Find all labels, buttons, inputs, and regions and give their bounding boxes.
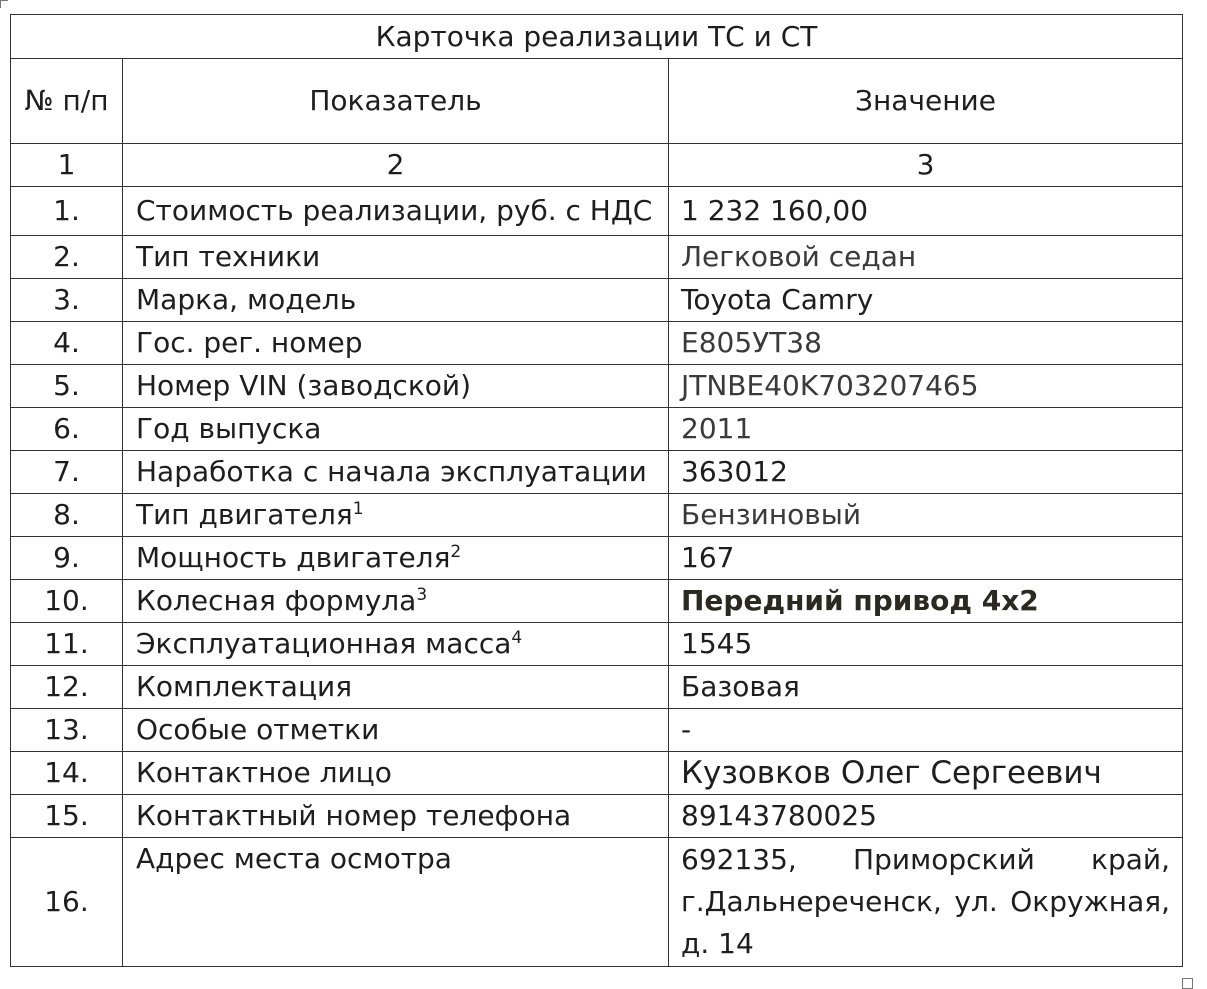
table-row <box>11 279 1183 322</box>
row-label-with-note <box>123 537 669 580</box>
row-label: Контактный номер телефона <box>123 795 669 838</box>
row-value: 167 <box>669 537 1183 580</box>
row-label: Тип техники <box>123 236 669 279</box>
row-value: JTNBE40K703207465 <box>669 365 1183 408</box>
table-row <box>11 187 1183 236</box>
footnote-marker: 1 <box>352 499 364 519</box>
header-value: Значение <box>669 59 1183 144</box>
table-row <box>11 494 1183 537</box>
row-value: Передний привод 4х2 <box>669 580 1183 623</box>
row-value: Бензиновый <box>669 494 1183 537</box>
row-value: Легковой седан <box>669 236 1183 279</box>
row-number: 15. <box>11 795 123 838</box>
row-number: 10. <box>11 580 123 623</box>
row-label: Контактное лицо <box>123 752 669 795</box>
column-number-3: 3 <box>669 144 1183 187</box>
row-number: 5. <box>11 365 123 408</box>
table-row <box>11 666 1183 709</box>
row-number: 1. <box>11 187 123 236</box>
column-number-1: 1 <box>11 144 123 187</box>
table-row <box>11 537 1183 580</box>
table-row <box>11 838 1183 967</box>
footnote-marker: 2 <box>450 542 462 562</box>
row-label: Номер VIN (заводской) <box>123 365 669 408</box>
footnote-marker: 3 <box>416 585 428 605</box>
table-row <box>11 451 1183 494</box>
row-value: Базовая <box>669 666 1183 709</box>
row-number: 3. <box>11 279 123 322</box>
table-row <box>11 236 1183 279</box>
row-value: 89143780025 <box>669 795 1183 838</box>
row-value: 363012 <box>669 451 1183 494</box>
row-label: Комплектация <box>123 666 669 709</box>
row-label: Адрес места осмотра <box>123 838 669 967</box>
sales-card-table <box>10 14 1183 967</box>
table-row <box>11 752 1183 795</box>
row-number: 7. <box>11 451 123 494</box>
row-value: 692135, Приморский край, г.Дальнереченск, ул. Окружная, д. 14 <box>669 838 1183 967</box>
row-number: 2. <box>11 236 123 279</box>
row-label: Марка, модель <box>123 279 669 322</box>
row-value: Е805УТ38 <box>669 322 1183 365</box>
row-value: Toyota Camry <box>669 279 1183 322</box>
row-value: Кузовков Олег Сергеевич <box>669 752 1183 795</box>
row-value: - <box>669 709 1183 752</box>
row-number: 9. <box>11 537 123 580</box>
row-number: 11. <box>11 623 123 666</box>
row-label: Стоимость реализации, руб. с НДС <box>123 187 669 236</box>
table-row <box>11 580 1183 623</box>
header-number: № п/п <box>11 59 123 144</box>
row-number: 16. <box>11 838 123 967</box>
row-number: 14. <box>11 752 123 795</box>
row-label-with-note <box>123 580 669 623</box>
row-label: Мощность двигателя <box>136 541 451 574</box>
table-title: Карточка реализации ТС и СТ <box>11 15 1183 59</box>
row-value: 2011 <box>669 408 1183 451</box>
row-label: Эксплуатационная масса <box>136 627 512 660</box>
column-number-2: 2 <box>123 144 669 187</box>
row-label-with-note <box>123 494 669 537</box>
row-number: 13. <box>11 709 123 752</box>
table-resize-handle[interactable] <box>1182 978 1193 989</box>
table-row <box>11 795 1183 838</box>
row-number: 12. <box>11 666 123 709</box>
table-row <box>11 709 1183 752</box>
row-label: Наработка с начала эксплуатации <box>123 451 669 494</box>
row-label-with-note <box>123 623 669 666</box>
row-label: Тип двигателя <box>136 498 353 531</box>
row-label: Год выпуска <box>123 408 669 451</box>
row-number: 4. <box>11 322 123 365</box>
header-indicator: Показатель <box>123 59 669 144</box>
row-value: 1545 <box>669 623 1183 666</box>
footnote-marker: 4 <box>511 628 523 648</box>
table-row <box>11 322 1183 365</box>
page-corner-mark <box>0 0 8 8</box>
table-row <box>11 408 1183 451</box>
row-value: 1 232 160,00 <box>669 187 1183 236</box>
row-label: Особые отметки <box>123 709 669 752</box>
table-row <box>11 623 1183 666</box>
row-number: 6. <box>11 408 123 451</box>
row-label: Колесная формула <box>136 584 417 617</box>
table-row <box>11 365 1183 408</box>
row-number: 8. <box>11 494 123 537</box>
row-label: Гос. рег. номер <box>123 322 669 365</box>
